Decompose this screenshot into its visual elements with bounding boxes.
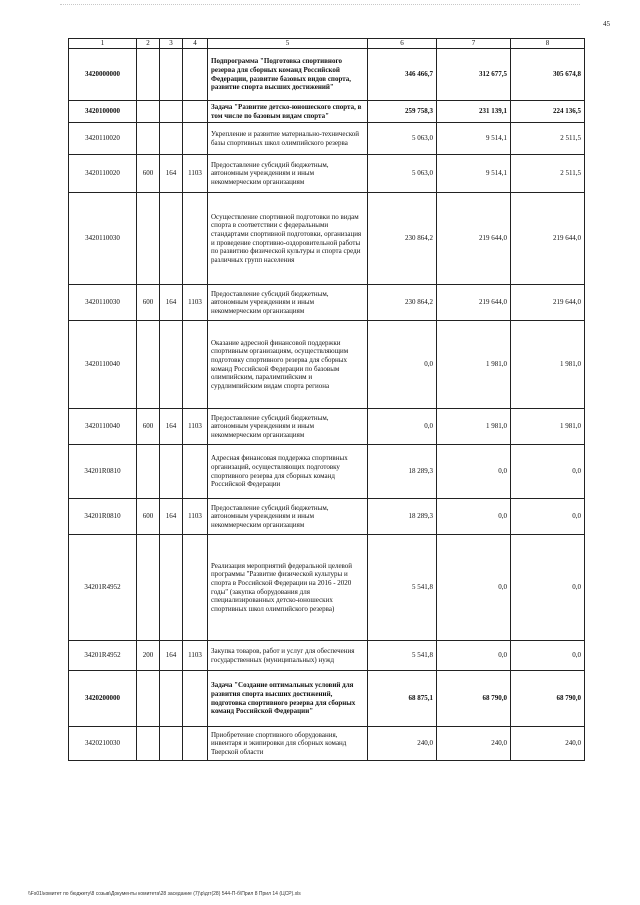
admin-code-cell [160, 193, 183, 285]
amount-year2-cell: 0,0 [437, 445, 511, 499]
amount-year3-cell: 0,0 [511, 499, 585, 535]
section-code-cell [183, 671, 208, 727]
section-code-cell: 1103 [183, 499, 208, 535]
budget-table [68, 38, 585, 761]
amount-year2-cell: 0,0 [437, 641, 511, 671]
amount-year2-cell: 312 677,5 [437, 49, 511, 101]
admin-code-cell [160, 101, 183, 123]
section-code-cell [183, 321, 208, 409]
amount-year1-cell: 5 541,8 [368, 641, 437, 671]
description-cell: Закупка товаров, работ и услуг для обеспечения государственных (муниципальных) нужд [208, 641, 368, 671]
expense-type-cell [137, 123, 160, 155]
description-cell: Приобретение спортивного оборудования, инвентаря и экипировки для сборных команд Тверской области [208, 727, 368, 761]
description-cell: Адресная финансовая поддержка спортивных организаций, осуществляющих подготовку спортивного резерва для сборных команд Российской Федерации [208, 445, 368, 499]
amount-year1-cell: 18 289,3 [368, 499, 437, 535]
amount-year1-cell: 5 063,0 [368, 123, 437, 155]
amount-year3-cell: 0,0 [511, 641, 585, 671]
table-body [69, 39, 585, 761]
amount-year3-cell: 0,0 [511, 445, 585, 499]
expense-type-cell [137, 445, 160, 499]
amount-year1-cell: 259 758,3 [368, 101, 437, 123]
table-row [69, 101, 585, 123]
amount-year2-cell: 1 981,0 [437, 409, 511, 445]
amount-year3-cell: 2 511,5 [511, 123, 585, 155]
budget-code-cell: 3420110030 [69, 285, 137, 321]
amount-year2-cell: 0,0 [437, 499, 511, 535]
table-row [69, 445, 585, 499]
section-code-cell [183, 193, 208, 285]
admin-code-cell [160, 535, 183, 641]
amount-year1-cell: 0,0 [368, 321, 437, 409]
description-cell: Осуществление спортивной подготовки по видам спорта в соответствии с федеральными стандартами спортивной подготовки, организация и проведение спортивно-оздоровительной работы по развитию физической культуры и спорта среди различных групп населения [208, 193, 368, 285]
description-cell: Предоставление субсидий бюджетным, автономным учреждениям и иным некоммерческим организациям [208, 155, 368, 193]
budget-code-cell: 3420000000 [69, 49, 137, 101]
header-cell: 8 [511, 39, 585, 49]
expense-type-cell [137, 49, 160, 101]
header-cell: 4 [183, 39, 208, 49]
table-row [69, 193, 585, 285]
top-edge-marks [60, 4, 580, 8]
table-header-row [69, 39, 585, 49]
expense-type-cell [137, 321, 160, 409]
amount-year2-cell: 231 139,1 [437, 101, 511, 123]
section-code-cell: 1103 [183, 155, 208, 193]
admin-code-cell: 164 [160, 285, 183, 321]
amount-year2-cell: 9 514,1 [437, 123, 511, 155]
amount-year3-cell: 224 136,5 [511, 101, 585, 123]
amount-year2-cell: 219 644,0 [437, 285, 511, 321]
table-row [69, 641, 585, 671]
description-cell: Оказание адресной финансовой поддержки спортивным организациям, осуществляющим подготовку спортивного резерва для сборных команд Российской Федерации по базовым олимпийским, паралимпийским и сурдлимпийским видам спорта региона [208, 321, 368, 409]
amount-year3-cell: 305 674,8 [511, 49, 585, 101]
section-code-cell [183, 445, 208, 499]
admin-code-cell: 164 [160, 499, 183, 535]
table-row [69, 285, 585, 321]
admin-code-cell [160, 49, 183, 101]
header-cell: 3 [160, 39, 183, 49]
header-cell: 7 [437, 39, 511, 49]
amount-year3-cell: 219 644,0 [511, 285, 585, 321]
admin-code-cell: 164 [160, 641, 183, 671]
table-row [69, 155, 585, 193]
expense-type-cell: 200 [137, 641, 160, 671]
admin-code-cell [160, 321, 183, 409]
expense-type-cell [137, 101, 160, 123]
description-cell: Подпрограмма "Подготовка спортивного резерва для сборных команд Российской Федерации, развитие базовых видов спорта, развитие спорта высших достижений" [208, 49, 368, 101]
budget-code-cell: 3420110020 [69, 123, 137, 155]
amount-year1-cell: 240,0 [368, 727, 437, 761]
admin-code-cell [160, 123, 183, 155]
expense-type-cell [137, 193, 160, 285]
table-row [69, 409, 585, 445]
amount-year3-cell: 1 981,0 [511, 321, 585, 409]
amount-year3-cell: 2 511,5 [511, 155, 585, 193]
admin-code-cell [160, 445, 183, 499]
budget-code-cell: 3420100000 [69, 101, 137, 123]
amount-year3-cell: 240,0 [511, 727, 585, 761]
budget-code-cell: 34201R4952 [69, 641, 137, 671]
budget-code-cell: 3420110040 [69, 321, 137, 409]
amount-year1-cell: 230 864,2 [368, 285, 437, 321]
description-cell: Задача "Создание оптимальных условий для развития спорта высших достижений, подготовка спортивного резерва для сборных команд Российской Федерации" [208, 671, 368, 727]
description-cell: Задача "Развитие детско-юношеского спорта, в том числе по базовым видам спорта" [208, 101, 368, 123]
amount-year3-cell: 68 790,0 [511, 671, 585, 727]
budget-code-cell: 34201R0810 [69, 445, 137, 499]
amount-year3-cell: 1 981,0 [511, 409, 585, 445]
budget-code-cell: 34201R4952 [69, 535, 137, 641]
amount-year2-cell: 1 981,0 [437, 321, 511, 409]
budget-code-cell: 34201R0810 [69, 499, 137, 535]
table-row [69, 321, 585, 409]
budget-code-cell: 3420110030 [69, 193, 137, 285]
table-row [69, 499, 585, 535]
description-cell: Укрепление и развитие материально-технической базы спортивных школ олимпийского резерва [208, 123, 368, 155]
expense-type-cell: 600 [137, 155, 160, 193]
page-number: 45 [603, 20, 610, 28]
amount-year1-cell: 5 541,8 [368, 535, 437, 641]
expense-type-cell: 600 [137, 409, 160, 445]
amount-year1-cell: 5 063,0 [368, 155, 437, 193]
budget-code-cell: 3420110040 [69, 409, 137, 445]
header-cell: 5 [208, 39, 368, 49]
section-code-cell: 1103 [183, 409, 208, 445]
amount-year2-cell: 9 514,1 [437, 155, 511, 193]
table-row [69, 49, 585, 101]
admin-code-cell [160, 671, 183, 727]
budget-code-cell: 3420110020 [69, 155, 137, 193]
section-code-cell [183, 535, 208, 641]
admin-code-cell [160, 727, 183, 761]
header-cell: 2 [137, 39, 160, 49]
section-code-cell [183, 727, 208, 761]
section-code-cell [183, 123, 208, 155]
expense-type-cell [137, 535, 160, 641]
header-cell: 6 [368, 39, 437, 49]
amount-year1-cell: 346 466,7 [368, 49, 437, 101]
expense-type-cell: 600 [137, 285, 160, 321]
budget-code-cell: 3420210030 [69, 727, 137, 761]
table-row [69, 727, 585, 761]
amount-year1-cell: 68 875,1 [368, 671, 437, 727]
section-code-cell [183, 49, 208, 101]
amount-year1-cell: 18 289,3 [368, 445, 437, 499]
amount-year1-cell: 0,0 [368, 409, 437, 445]
admin-code-cell: 164 [160, 409, 183, 445]
description-cell: Предоставление субсидий бюджетным, автономным учреждениям и иным некоммерческим организациям [208, 285, 368, 321]
budget-code-cell: 3420200000 [69, 671, 137, 727]
header-cell: 1 [69, 39, 137, 49]
admin-code-cell: 164 [160, 155, 183, 193]
amount-year3-cell: 0,0 [511, 535, 585, 641]
amount-year1-cell: 230 864,2 [368, 193, 437, 285]
section-code-cell: 1103 [183, 285, 208, 321]
description-cell: Реализация мероприятий федеральной целевой программы "Развитие физической культуры и спорта в Российской Федерации на 2016 - 2020 годы" (закупка оборудования для специализированных детско-юношеских спортивных школ олимпийского резерва) [208, 535, 368, 641]
expense-type-cell [137, 671, 160, 727]
description-cell: Предоставление субсидий бюджетным, автономным учреждениям и иным некоммерческим организациям [208, 499, 368, 535]
amount-year2-cell: 219 644,0 [437, 193, 511, 285]
amount-year2-cell: 0,0 [437, 535, 511, 641]
section-code-cell [183, 101, 208, 123]
description-cell: Предоставление субсидий бюджетным, автономным учреждениям и иным некоммерческим организациям [208, 409, 368, 445]
amount-year2-cell: 68 790,0 [437, 671, 511, 727]
expense-type-cell [137, 727, 160, 761]
amount-year3-cell: 219 644,0 [511, 193, 585, 285]
expense-type-cell: 600 [137, 499, 160, 535]
table-row [69, 671, 585, 727]
file-path-footer: \\Fs01\комитет по бюджету\8 созыв\Документы комитета\28 заседание (7)\р\дгг(28) 544-П-б\Прил 8 Прил 14 (ЦСР).xls [28, 891, 301, 897]
table-row [69, 535, 585, 641]
amount-year2-cell: 240,0 [437, 727, 511, 761]
table-row [69, 123, 585, 155]
section-code-cell: 1103 [183, 641, 208, 671]
